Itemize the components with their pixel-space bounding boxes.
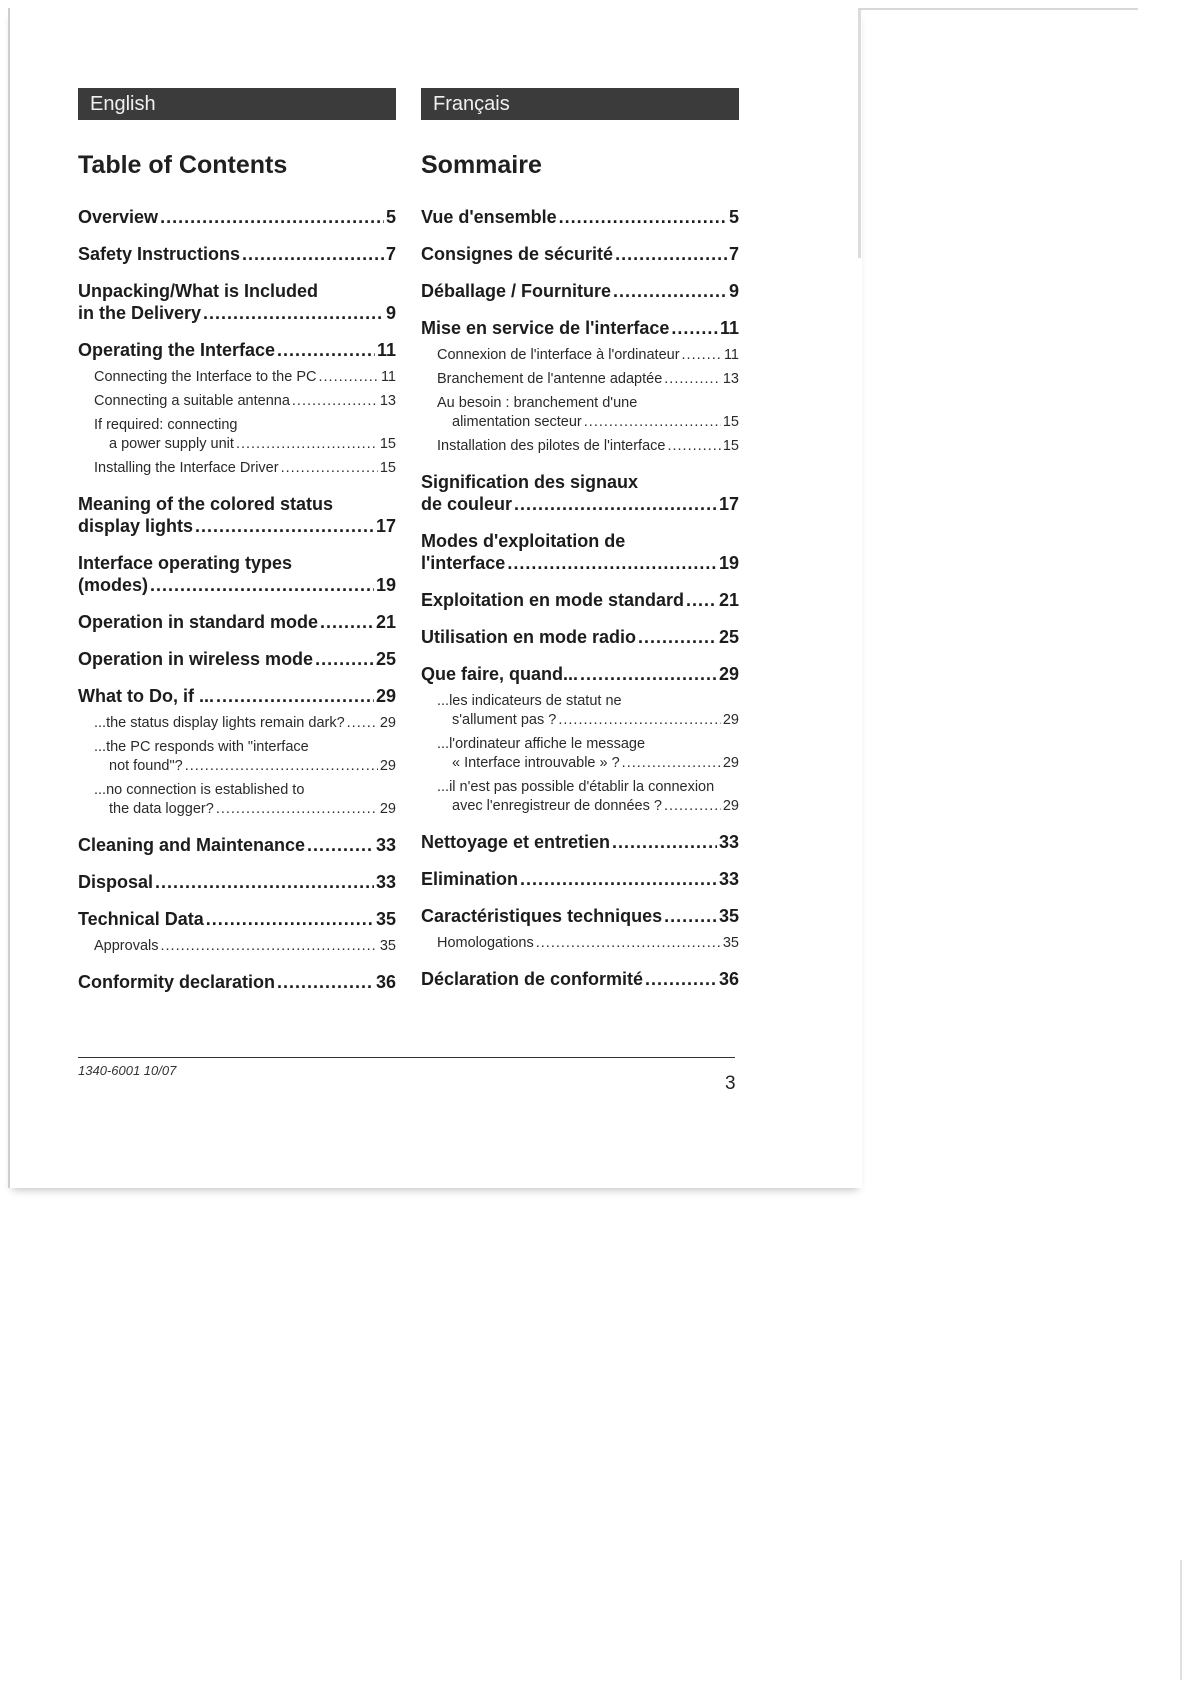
toc-page-number: 5 — [385, 207, 396, 227]
toc-entry-elimination[interactable] — [421, 868, 739, 890]
toc-page-number: 19 — [718, 553, 739, 573]
toc-page-number: 5 — [728, 207, 739, 227]
toc-leader-dots — [160, 206, 384, 228]
toc-entry-declaration[interactable] — [421, 968, 739, 990]
toc-subentry-pilotes[interactable] — [437, 437, 739, 456]
french-language-bar: Français — [421, 88, 739, 120]
toc-page-number: 17 — [718, 494, 739, 514]
toc-leader-dots — [347, 714, 378, 733]
toc-page-number: 11 — [376, 340, 396, 360]
toc-page-number: 36 — [718, 969, 739, 989]
toc-leader-dots — [150, 574, 374, 596]
toc-leader-dots — [612, 831, 717, 853]
toc-entry-mode-radio[interactable] — [421, 626, 739, 648]
toc-page-number: 17 — [375, 516, 396, 536]
toc-leader-dots — [686, 589, 717, 611]
toc-page-number: 29 — [722, 712, 739, 728]
toc-leader-dots — [520, 868, 717, 890]
toc-entry-title: Operating the Interface — [78, 340, 276, 360]
toc-entry-title: Nettoyage et entretien — [421, 832, 611, 852]
toc-leader-dots — [667, 437, 720, 456]
toc-entry-title: Technical Data — [78, 909, 204, 929]
toc-subentry-title: the data logger? — [109, 801, 214, 817]
toc-entry-vue-ensemble[interactable] — [421, 206, 739, 228]
toc-entry-disposal[interactable] — [78, 871, 396, 893]
toc-page-number: 33 — [375, 872, 396, 892]
toc-entry-status-lights[interactable] — [78, 493, 396, 537]
toc-leader-dots — [206, 908, 374, 930]
toc-subentries — [78, 368, 396, 478]
toc-page-number: 35 — [379, 938, 396, 954]
toc-subentry-title: not found"? — [109, 758, 183, 774]
toc-subentries — [421, 934, 739, 953]
toc-entry-title: l'interface — [421, 553, 506, 573]
toc-page-number: 25 — [375, 649, 396, 669]
document-code: 1340-6001 10/07 — [78, 1063, 177, 1078]
toc-entry-title: Exploitation en mode standard — [421, 590, 685, 610]
toc-subentry-title-line1: ...the PC responds with "interface — [94, 739, 309, 755]
toc-entry-title: Utilisation en mode radio — [421, 627, 637, 647]
toc-entry-title: Overview — [78, 207, 159, 227]
toc-page-number: 21 — [375, 612, 396, 632]
toc-entry-overview[interactable] — [78, 206, 396, 228]
toc-entry-what-to-do[interactable] — [78, 685, 396, 707]
toc-entry-title: Déballage / Fourniture — [421, 281, 612, 301]
toc-page-number: 25 — [718, 627, 739, 647]
toc-leader-dots — [155, 871, 374, 893]
toc-subentry-title: a power supply unit — [109, 436, 234, 452]
scan-artifact-line — [1180, 1560, 1182, 1680]
toc-page-number: 29 — [375, 686, 396, 706]
toc-subentry-power-supply[interactable] — [94, 416, 396, 454]
toc-subentry-title: Connexion de l'interface à l'ordinateur — [437, 347, 680, 363]
toc-subentry-title-line1: ...l'ordinateur affiche le message — [437, 736, 646, 752]
toc-subentry-title: Approvals — [94, 938, 159, 954]
toc-leader-dots — [281, 459, 378, 478]
toc-entry-signification[interactable] — [421, 471, 739, 515]
english-language-bar: English — [78, 88, 396, 120]
toc-subentry-indicateurs[interactable] — [437, 692, 739, 730]
toc-leader-dots — [558, 711, 721, 730]
toc-subentries — [421, 346, 739, 456]
toc-page-number: 15 — [379, 436, 396, 452]
toc-leader-dots — [315, 648, 374, 670]
toc-leader-dots — [613, 280, 727, 302]
toc-leader-dots — [514, 493, 717, 515]
toc-entry-title: Que faire, quand... — [421, 664, 579, 684]
toc-page-number: 9 — [728, 281, 739, 301]
toc-page-number: 36 — [375, 972, 396, 992]
footer-divider — [78, 1057, 735, 1058]
toc-entry-title-line1: Meaning of the colored status — [78, 494, 334, 514]
toc-leader-dots — [307, 834, 374, 856]
toc-entry-title: Disposal — [78, 872, 154, 892]
toc-subentry-title-line1: ...il n'est pas possible d'établir la connexion — [437, 779, 715, 795]
toc-entry-mode-standard[interactable] — [421, 589, 739, 611]
toc-subentries — [421, 692, 739, 816]
toc-page-number: 21 — [718, 590, 739, 610]
french-column — [421, 88, 739, 1005]
toc-page-number: 35 — [718, 906, 739, 926]
toc-leader-dots — [622, 754, 721, 773]
toc-entry-cleaning[interactable] — [78, 834, 396, 856]
toc-page-number: 33 — [375, 835, 396, 855]
toc-subentry-lights-dark[interactable] — [94, 714, 396, 733]
toc-page-number: 11 — [380, 369, 396, 385]
toc-subentry-title-line1: ...les indicateurs de statut ne — [437, 693, 622, 709]
toc-leader-dots — [615, 243, 727, 265]
toc-leader-dots — [318, 368, 378, 387]
toc-leader-dots — [216, 800, 378, 819]
toc-page-number: 35 — [375, 909, 396, 929]
toc-subentry-title: Branchement de l'antenne adaptée — [437, 371, 663, 387]
french-toc-title: Sommaire — [421, 151, 542, 179]
toc-page-number: 33 — [718, 832, 739, 852]
toc-entry-que-faire[interactable] — [421, 663, 739, 685]
toc-leader-dots — [664, 370, 721, 389]
toc-subentry-title-line1: If required: connecting — [94, 417, 238, 433]
toc-entry-title: Déclaration de conformité — [421, 969, 644, 989]
english-toc-title: Table of Contents — [78, 151, 288, 179]
toc-entry-wireless-mode[interactable] — [78, 648, 396, 670]
toc-entry-title: Operation in wireless mode — [78, 649, 314, 669]
toc-entry-modes[interactable] — [421, 530, 739, 574]
toc-page-number: 15 — [722, 438, 739, 454]
toc-subentry-title: ...the status display lights remain dark? — [94, 715, 345, 731]
toc-page-number: 29 — [722, 798, 739, 814]
toc-subentries — [78, 714, 396, 819]
toc-leader-dots — [664, 797, 721, 816]
toc-entry-technical-data[interactable] — [78, 908, 396, 930]
toc-entry-title-line1: Unpacking/What is Included — [78, 281, 319, 301]
toc-leader-dots — [645, 968, 717, 990]
page-number: 3 — [725, 1073, 736, 1094]
toc-entry-title-line1: Interface operating types — [78, 553, 293, 573]
toc-leader-dots — [236, 435, 378, 454]
toc-subentry-connecting-pc[interactable] — [94, 368, 396, 387]
toc-entry-title: Elimination — [421, 869, 519, 889]
toc-subentry-approvals[interactable] — [94, 937, 396, 956]
toc-entry-title: Consignes de sécurité — [421, 244, 614, 264]
toc-subentry-title: Homologations — [437, 935, 534, 951]
toc-entry-nettoyage[interactable] — [421, 831, 739, 853]
toc-entry-title-line1: Modes d'exploitation de — [421, 531, 626, 551]
toc-leader-dots — [195, 515, 374, 537]
toc-page-number: 11 — [719, 318, 739, 338]
toc-subentry-antenna[interactable] — [94, 392, 396, 411]
toc-page-number: 15 — [722, 414, 739, 430]
toc-page-number: 13 — [379, 393, 396, 409]
toc-subentry-interface-not-found[interactable] — [94, 738, 396, 776]
toc-subentry-title-line1: Au besoin : branchement d'une — [437, 395, 638, 411]
toc-page-number: 19 — [375, 575, 396, 595]
toc-page-number: 29 — [379, 801, 396, 817]
toc-leader-dots — [292, 392, 378, 411]
toc-leader-dots — [160, 937, 377, 956]
toc-subentry-title: Connecting the Interface to the PC — [94, 369, 317, 385]
toc-page-number: 35 — [722, 935, 739, 951]
toc-leader-dots — [277, 339, 375, 361]
toc-subentry-title: « Interface introuvable » ? — [452, 755, 620, 771]
toc-leader-dots — [584, 413, 721, 432]
toc-entry-title: Mise en service de l'interface — [421, 318, 670, 338]
toc-leader-dots — [216, 685, 374, 707]
toc-leader-dots — [507, 552, 717, 574]
toc-subentry-interface-introuvable[interactable] — [437, 735, 739, 773]
toc-entry-standard-mode[interactable] — [78, 611, 396, 633]
toc-entry-title: in the Delivery — [78, 303, 202, 323]
toc-page-number: 29 — [379, 758, 396, 774]
toc-entry-title: What to Do, if ... — [78, 686, 214, 706]
toc-entry-title: de couleur — [421, 494, 513, 514]
toc-entry-title: Operation in standard mode — [78, 612, 319, 632]
toc-leader-dots — [242, 243, 384, 265]
toc-leader-dots — [638, 626, 717, 648]
toc-entry-safety[interactable] — [78, 243, 396, 265]
english-column — [78, 88, 396, 1008]
toc-page-number: 9 — [385, 303, 396, 323]
toc-page-number: 33 — [718, 869, 739, 889]
toc-page-number: 11 — [723, 347, 739, 363]
toc-leader-dots — [682, 346, 722, 365]
toc-leader-dots — [664, 905, 717, 927]
toc-page-number: 29 — [718, 664, 739, 684]
toc-leader-dots — [203, 302, 384, 324]
toc-leader-dots — [277, 971, 374, 993]
toc-subentry-antenne[interactable] — [437, 370, 739, 389]
toc-entry-operating-interface[interactable] — [78, 339, 396, 361]
toc-entry-title: Safety Instructions — [78, 244, 241, 264]
toc-page-number: 29 — [722, 755, 739, 771]
toc-leader-dots — [671, 317, 718, 339]
page-edge-top — [858, 8, 1138, 10]
page-edge — [858, 8, 861, 258]
toc-subentries — [78, 937, 396, 956]
toc-entry-caracteristiques[interactable] — [421, 905, 739, 927]
toc-leader-dots — [580, 663, 717, 685]
toc-subentry-title: alimentation secteur — [452, 414, 582, 430]
toc-entry-deballage[interactable] — [421, 280, 739, 302]
toc-entry-title: Cleaning and Maintenance — [78, 835, 306, 855]
toc-entry-consignes[interactable] — [421, 243, 739, 265]
toc-subentry-alimentation[interactable] — [437, 394, 739, 432]
toc-page-number: 7 — [385, 244, 396, 264]
toc-subentry-connexion[interactable] — [437, 346, 739, 365]
toc-page-number: 13 — [722, 371, 739, 387]
toc-entry-title: display lights — [78, 516, 194, 536]
toc-entry-conformity[interactable] — [78, 971, 396, 993]
toc-subentry-no-connection[interactable] — [94, 781, 396, 819]
toc-leader-dots — [559, 206, 727, 228]
toc-subentry-title: Connecting a suitable antenna — [94, 393, 290, 409]
toc-page-number: 7 — [728, 244, 739, 264]
toc-entry-operating-types[interactable] — [78, 552, 396, 596]
toc-entry-title: Conformity declaration — [78, 972, 276, 992]
toc-entry-mise-en-service[interactable] — [421, 317, 739, 339]
toc-subentry-connexion-enregistreur[interactable] — [437, 778, 739, 816]
toc-leader-dots — [185, 757, 378, 776]
toc-entry-title: Caractéristiques techniques — [421, 906, 663, 926]
toc-page-number: 29 — [379, 715, 396, 731]
toc-subentry-driver[interactable] — [94, 459, 396, 478]
toc-entry-title-line1: Signification des signaux — [421, 472, 639, 492]
toc-subentry-title: s'allument pas ? — [452, 712, 557, 728]
toc-subentry-homologations[interactable] — [437, 934, 739, 953]
toc-entry-unpacking[interactable] — [78, 280, 396, 324]
toc-entry-title: (modes) — [78, 575, 149, 595]
toc-subentry-title: Installation des pilotes de l'interface — [437, 438, 666, 454]
toc-subentry-title: Installing the Interface Driver — [94, 460, 279, 476]
toc-leader-dots — [536, 934, 721, 953]
toc-subentry-title-line1: ...no connection is established to — [94, 782, 305, 798]
toc-leader-dots — [320, 611, 374, 633]
toc-page-number: 15 — [379, 460, 396, 476]
toc-entry-title: Vue d'ensemble — [421, 207, 557, 227]
toc-subentry-title: avec l'enregistreur de données ? — [452, 798, 662, 814]
